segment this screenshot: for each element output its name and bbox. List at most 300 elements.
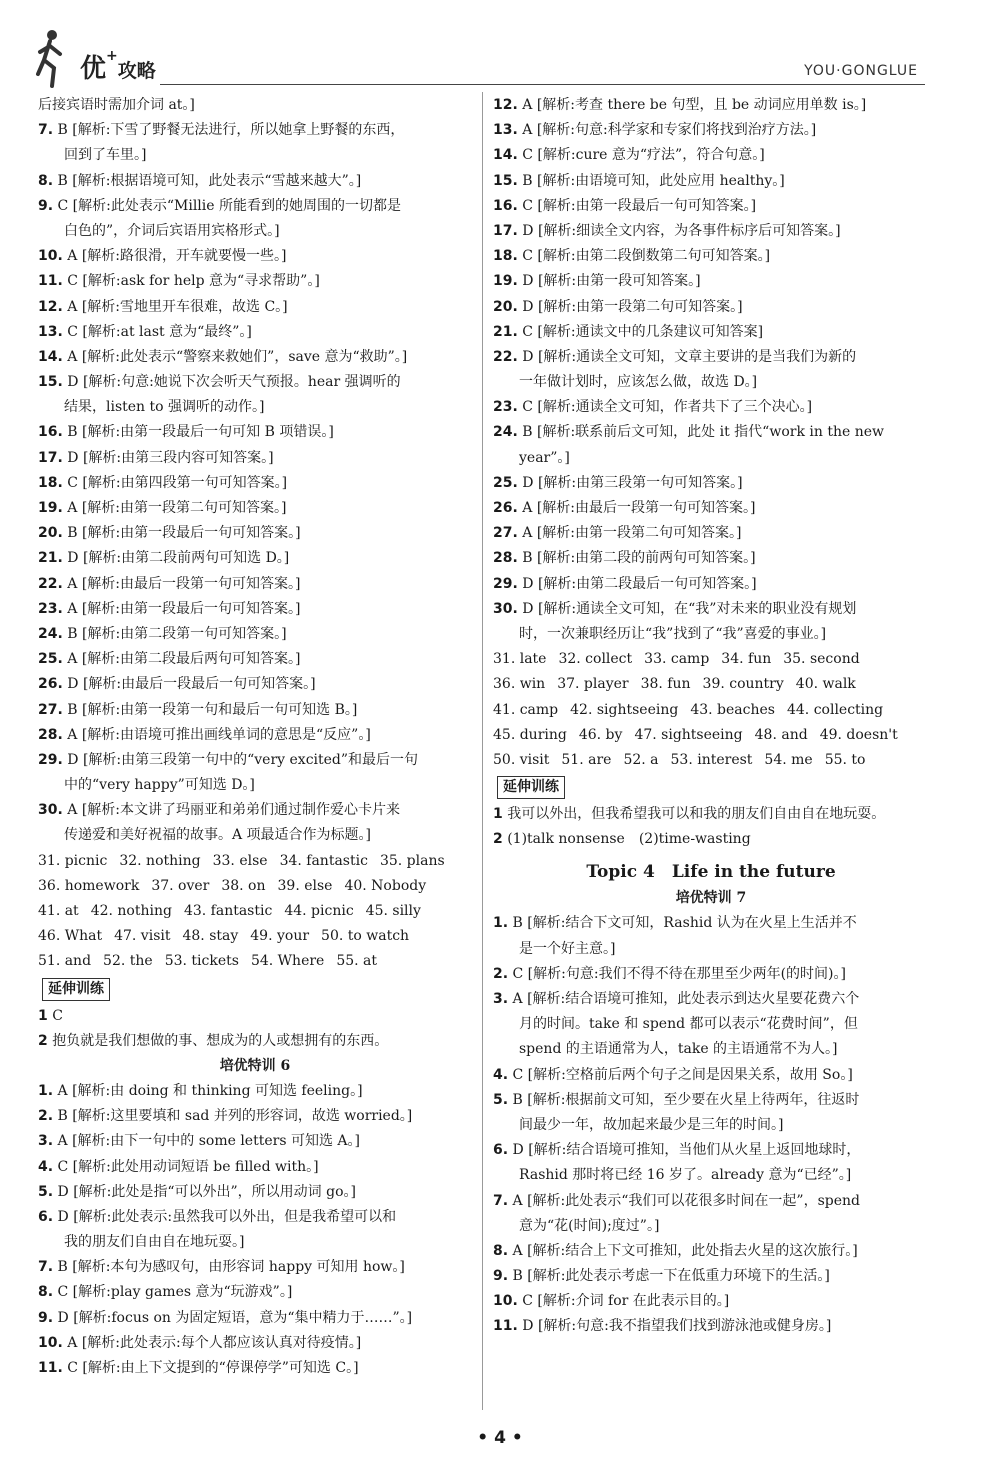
answer-line bbox=[493, 1264, 929, 1289]
item-number: 18. bbox=[493, 248, 518, 265]
answer-text: B [解析:根据语境可知，此处表示“雪越来越大”。] bbox=[57, 172, 362, 189]
answer-line bbox=[38, 597, 472, 622]
answer-line bbox=[493, 911, 929, 936]
item-number: 11. bbox=[493, 1318, 518, 1335]
answer-text: A [解析:由下一句中的 some letters 可知选 A。] bbox=[57, 1133, 360, 1150]
answer-text: 中的“very happy”可知选 D。] bbox=[64, 777, 255, 794]
item-number: 24. bbox=[493, 424, 518, 441]
answer-line bbox=[38, 1004, 472, 1029]
answer-text: 结果，listen to 强调听的动作。] bbox=[64, 399, 265, 416]
page-number: • 4 • bbox=[477, 1428, 523, 1448]
answer-text: A [解析:本文讲了玛丽亚和弟弟们通过制作爱心卡片来 bbox=[67, 802, 401, 819]
answer-cell: 41. camp bbox=[493, 701, 559, 718]
answer-text: C [解析:介词 for 在此表示目的。] bbox=[522, 1293, 730, 1310]
answer-text: 意为“花(时间);度过”。] bbox=[519, 1217, 660, 1234]
answer-row bbox=[38, 924, 472, 949]
answer-row bbox=[493, 698, 929, 723]
answer-text: 月的时间。take 和 spend 都可以表示“花费时间”，但 bbox=[519, 1016, 858, 1033]
answer-text: C [解析:cure 意为“疗法”，符合句意。] bbox=[522, 147, 765, 164]
answer-line bbox=[38, 1104, 472, 1129]
answer-line bbox=[38, 647, 472, 672]
extension-list bbox=[493, 802, 929, 852]
logo-wordmark: 优+攻略 bbox=[80, 48, 156, 84]
answer-line bbox=[493, 937, 929, 962]
answer-line bbox=[38, 1255, 472, 1280]
answer-line bbox=[38, 1306, 472, 1331]
answer-text: spend 的主语通常为人，take 的主语通常不为人。] bbox=[519, 1041, 838, 1058]
item-number: 8. bbox=[493, 1242, 509, 1259]
answer-line bbox=[38, 320, 472, 345]
answer-text: A [解析:由 doing 和 thinking 可知选 feeling。] bbox=[57, 1082, 363, 1099]
answer-text: B [解析:根据前文可知，至少要在火星上待两年，往返时 bbox=[512, 1091, 860, 1108]
answer-text: B [解析:由第一段最后一句可知答案。] bbox=[67, 525, 301, 542]
answer-line bbox=[493, 622, 929, 647]
answer-text: year”。] bbox=[519, 449, 570, 466]
answer-line bbox=[38, 169, 472, 194]
answer-text: A [解析:由第一段最后一句可知答案。] bbox=[67, 600, 301, 617]
item-number: 23. bbox=[493, 399, 518, 416]
answer-cell: 50. visit bbox=[493, 751, 550, 768]
answer-list bbox=[493, 911, 929, 1339]
answer-text: D [解析:结合语境可推知，当他们从火星上返回地球时， bbox=[512, 1142, 861, 1159]
answer-line bbox=[38, 723, 472, 748]
answer-text: D [解析:细读全文内容，为各事件标序后可知答案。] bbox=[522, 222, 841, 239]
answer-line bbox=[493, 827, 929, 852]
item-number: 23. bbox=[38, 600, 63, 617]
answer-line bbox=[38, 118, 472, 143]
answer-line bbox=[493, 471, 929, 496]
item-number: 2 bbox=[493, 831, 503, 848]
answer-line bbox=[38, 521, 472, 546]
answer-text: C [解析:此处用动词短语 be filled with。] bbox=[57, 1158, 319, 1175]
answer-cell: 45. during bbox=[493, 726, 567, 743]
answer-text: B [解析:由第二段第一句可知答案。] bbox=[67, 625, 287, 642]
answer-cell: 39. country bbox=[702, 676, 784, 693]
answer-cell: 34. fun bbox=[721, 651, 772, 668]
answer-line bbox=[38, 143, 472, 168]
answer-row bbox=[38, 849, 472, 874]
answer-text: D [解析:由第三段第一句中的“very excited”和最后一句 bbox=[67, 751, 419, 768]
header-rule bbox=[160, 84, 925, 85]
answer-text: C bbox=[52, 1007, 63, 1024]
item-number: 8. bbox=[38, 1284, 54, 1301]
answer-cell: 33. camp bbox=[644, 651, 710, 668]
answer-cell: 55. at bbox=[336, 953, 378, 970]
answer-line bbox=[493, 1239, 929, 1264]
answer-line bbox=[38, 1129, 472, 1154]
answer-line bbox=[493, 1063, 929, 1088]
item-number: 1. bbox=[38, 1082, 54, 1099]
answer-line bbox=[493, 572, 929, 597]
answer-cell: 48. and bbox=[754, 726, 808, 743]
answer-row bbox=[493, 647, 929, 672]
item-number: 7. bbox=[493, 1192, 509, 1209]
answer-text: 间最少一年，故加起来最少是三年的时间。] bbox=[519, 1116, 784, 1133]
item-number: 7. bbox=[38, 1259, 54, 1276]
answer-list bbox=[38, 93, 472, 849]
answer-text: A [解析:考查 there be 句型，且 be 动词应用单数 is。] bbox=[522, 97, 867, 113]
answer-line bbox=[493, 143, 929, 168]
answer-text: C [解析:由第二段倒数第二句可知答案。] bbox=[522, 248, 771, 265]
answer-text: C [解析:ask for help 意为“寻求帮助”。] bbox=[67, 273, 320, 290]
answer-line bbox=[38, 93, 472, 118]
item-number: 4. bbox=[38, 1158, 54, 1175]
item-number: 14. bbox=[493, 147, 518, 164]
answer-cell: 42. nothing bbox=[90, 903, 172, 919]
answer-text: D [解析:句意:她说下次会听天气预报。hear 强调听的 bbox=[67, 374, 401, 391]
answer-line bbox=[493, 546, 929, 571]
answer-text: D [解析:此处是指“可以外出”，所以用动词 go。] bbox=[57, 1183, 356, 1200]
item-number: 28. bbox=[38, 726, 63, 743]
item-number: 12. bbox=[493, 97, 518, 113]
answer-line bbox=[38, 446, 472, 471]
answer-cell: 54. Where bbox=[250, 953, 325, 970]
answer-line bbox=[38, 219, 472, 244]
answer-line bbox=[493, 597, 929, 622]
answer-text: D [解析:由第三段内容可知答案。] bbox=[67, 449, 274, 466]
answer-cell: 55. to bbox=[824, 751, 866, 768]
answer-line bbox=[38, 798, 472, 823]
answer-cell: 37. player bbox=[557, 676, 629, 693]
answer-cell: 37. over bbox=[151, 877, 210, 894]
answer-cell: 46. by bbox=[578, 726, 623, 743]
item-number: 17. bbox=[493, 222, 518, 239]
answer-line bbox=[38, 269, 472, 294]
item-number: 6. bbox=[493, 1142, 509, 1159]
answer-line bbox=[38, 672, 472, 697]
brand-text: YOU·GONGLUE bbox=[804, 63, 918, 79]
answer-cell: 50. to watch bbox=[321, 928, 410, 945]
answer-text: B [解析:此处表示考虑一下在低重力环境下的生活。] bbox=[512, 1268, 830, 1285]
answer-text: C [解析:此处表示“Millie 所能看到的她周围的一切都是 bbox=[57, 197, 401, 214]
item-number: 1. bbox=[493, 915, 509, 932]
answer-line bbox=[493, 1314, 929, 1339]
item-number: 25. bbox=[493, 474, 518, 491]
answer-line bbox=[38, 471, 472, 496]
answer-cell: 38. on bbox=[221, 877, 266, 894]
answer-text: D [解析:由第三段第一句可知答案。] bbox=[522, 474, 743, 491]
topic-title: Topic 4 Life in the future bbox=[586, 862, 836, 883]
answer-line bbox=[493, 962, 929, 987]
item-number: 13. bbox=[38, 323, 63, 340]
answer-text: C [解析:通读全文可知，作者共下了三个决心。] bbox=[522, 399, 813, 416]
answer-text: (1)talk nonsense (2)time-wasting bbox=[507, 831, 751, 848]
item-number: 27. bbox=[493, 525, 518, 542]
answer-cell: 40. Nobody bbox=[344, 877, 427, 894]
answer-line bbox=[38, 748, 472, 773]
item-number: 22. bbox=[38, 575, 63, 592]
answer-line bbox=[38, 698, 472, 723]
answer-text: B [解析:由第二段的前两句可知答案。] bbox=[522, 550, 756, 567]
answer-cell: 51. are bbox=[561, 751, 612, 768]
column-divider bbox=[482, 92, 483, 1410]
answer-line bbox=[38, 295, 472, 320]
answer-text: A [解析:雪地里开车很难，故选 C。] bbox=[67, 298, 288, 315]
answer-line bbox=[38, 1230, 472, 1255]
answer-line bbox=[493, 370, 929, 395]
answer-cell: 45. silly bbox=[365, 903, 421, 919]
answer-line bbox=[493, 93, 929, 118]
answer-line bbox=[38, 1180, 472, 1205]
item-number: 10. bbox=[493, 1293, 518, 1310]
answer-cell: 33. else bbox=[212, 852, 268, 869]
answer-line bbox=[493, 446, 929, 471]
answer-line bbox=[38, 194, 472, 219]
item-number: 11. bbox=[38, 1360, 63, 1376]
answer-text: A [解析:此处表示“警察来救她们”，save 意为“救助”。] bbox=[67, 348, 408, 365]
answer-cell: 48. stay bbox=[182, 928, 239, 945]
item-number: 20. bbox=[38, 525, 63, 542]
answer-cell: 47. sightseeing bbox=[634, 726, 743, 743]
answer-text: Rashid 那时将已经 16 岁了。already 意为“已经”。] bbox=[519, 1167, 852, 1184]
answer-line bbox=[493, 169, 929, 194]
answer-text: A [解析:由第一段第二句可知答案。] bbox=[522, 525, 742, 542]
answer-cell: 44. picnic bbox=[284, 903, 354, 919]
answer-cell: 54. me bbox=[764, 751, 813, 768]
left-column bbox=[38, 93, 472, 1381]
answer-text: 是一个好主意。] bbox=[519, 940, 616, 957]
answer-text: A [解析:由第一段第二句可知答案。] bbox=[67, 500, 287, 516]
answer-text: B [解析:本句为感叹句，由形容词 happy 可知用 how。] bbox=[57, 1259, 405, 1276]
answer-cell: 52. a bbox=[623, 751, 659, 768]
answer-cell: 42. sightseeing bbox=[570, 701, 679, 718]
answer-cell: 36. win bbox=[493, 676, 546, 693]
item-number: 26. bbox=[38, 676, 63, 693]
answer-cell: 53. interest bbox=[670, 751, 753, 768]
item-number: 5. bbox=[493, 1091, 509, 1108]
answer-line bbox=[493, 1138, 929, 1163]
item-number: 12. bbox=[38, 298, 63, 315]
extension-label: 延伸训练 bbox=[42, 978, 110, 1001]
answer-row bbox=[493, 672, 929, 697]
answer-line bbox=[38, 1155, 472, 1180]
item-number: 16. bbox=[38, 424, 63, 441]
answer-text: D [解析:由第二段最后一句可知答案。] bbox=[522, 575, 757, 592]
answer-list bbox=[493, 93, 929, 647]
answer-row bbox=[38, 899, 472, 924]
answer-cell: 41. at bbox=[38, 903, 79, 919]
answer-text: D [解析:通读全文可知，文章主要讲的是当我们为新的 bbox=[522, 348, 857, 365]
item-number: 21. bbox=[38, 550, 63, 567]
answer-text: D [解析:focus on 为固定短语，意为“集中精力于……”。] bbox=[57, 1309, 413, 1326]
item-number: 8. bbox=[38, 172, 54, 189]
item-number: 10. bbox=[38, 1334, 63, 1351]
answer-grid bbox=[38, 849, 472, 975]
answer-cell: 39. else bbox=[277, 877, 333, 894]
answer-line bbox=[493, 1088, 929, 1113]
answer-text: A [解析:句意:科学家和专家们将找到治疗方法。] bbox=[522, 122, 817, 139]
answer-text: C [解析:由第一段最后一句可知答案。] bbox=[522, 197, 757, 214]
item-number: 24. bbox=[38, 625, 63, 642]
answer-line bbox=[38, 773, 472, 798]
answer-cell: 53. tickets bbox=[164, 953, 239, 970]
item-number: 26. bbox=[493, 500, 518, 516]
answer-list bbox=[38, 1079, 472, 1381]
answer-text: D [解析:由第一段可知答案。] bbox=[522, 273, 701, 290]
answer-line bbox=[493, 1289, 929, 1314]
answer-cell: 36. homework bbox=[38, 877, 140, 894]
answer-line bbox=[38, 1029, 472, 1054]
answer-cell: 32. nothing bbox=[119, 852, 201, 869]
answer-text: 回到了车里。] bbox=[64, 147, 147, 164]
item-number: 30. bbox=[493, 600, 518, 617]
answer-text: A [解析:结合语境可推知，此处表示到达火星要花费六个 bbox=[512, 991, 860, 1007]
answer-text: B [解析:联系前后文可知，此处 it 指代“work in the new bbox=[522, 424, 884, 441]
answer-line bbox=[38, 823, 472, 848]
section-subtitle: 培优特训 6 bbox=[219, 1057, 291, 1074]
answer-line bbox=[493, 420, 929, 445]
item-number: 21. bbox=[493, 323, 518, 340]
item-number: 4. bbox=[493, 1066, 509, 1083]
right-column bbox=[493, 93, 929, 1340]
answer-line bbox=[493, 1012, 929, 1037]
answer-text: 白色的”，介词后宾语用宾格形式。] bbox=[64, 222, 280, 239]
answer-text: A [解析:此处表示:每个人都应该认真对待疫情。] bbox=[67, 1334, 362, 1351]
answer-text: 我可以外出，但我希望我可以和我的朋友们自由自在地玩耍。 bbox=[507, 806, 886, 823]
item-number: 29. bbox=[493, 575, 518, 592]
answer-text: C [解析:由第四段第一句可知答案。] bbox=[67, 474, 288, 491]
answer-line bbox=[493, 219, 929, 244]
item-number: 2. bbox=[493, 965, 509, 982]
answer-text: A [解析:路很滑，开车就要慢一些。] bbox=[67, 248, 287, 265]
answer-line bbox=[493, 1189, 929, 1214]
extension-label: 延伸训练 bbox=[497, 776, 565, 799]
answer-line bbox=[38, 546, 472, 571]
item-number: 14. bbox=[38, 348, 63, 365]
answer-cell: 32. collect bbox=[558, 651, 633, 668]
answer-cell: 49. doesn't bbox=[819, 726, 898, 743]
item-number: 9. bbox=[38, 1309, 54, 1326]
item-number: 18. bbox=[38, 474, 63, 491]
answer-cell: 31. late bbox=[493, 651, 547, 668]
answer-line bbox=[38, 1331, 472, 1356]
item-number: 30. bbox=[38, 802, 63, 819]
item-number: 20. bbox=[493, 298, 518, 315]
item-number: 3. bbox=[38, 1133, 54, 1150]
answer-cell: 46. What bbox=[38, 928, 103, 945]
answer-line bbox=[493, 345, 929, 370]
answer-line bbox=[38, 244, 472, 269]
answer-cell: 43. beaches bbox=[690, 701, 775, 718]
item-number: 16. bbox=[493, 197, 518, 214]
answer-text: A [解析:由最后一段第一句可知答案。] bbox=[522, 500, 756, 516]
answer-text: A [解析:由语境可推出画线单词的意思是“反应”。] bbox=[67, 726, 371, 743]
page-header bbox=[0, 0, 1000, 92]
answer-cell: 47. visit bbox=[114, 928, 171, 945]
answer-line bbox=[493, 1214, 929, 1239]
answer-text: C [解析:play games 意为“玩游戏”。] bbox=[57, 1284, 293, 1301]
answer-text: D [解析:由第二段前两句可知选 D。] bbox=[67, 550, 290, 567]
answer-text: C [解析:由上下文提到的“停课停学”可知选 C。] bbox=[67, 1360, 359, 1376]
answer-text: C [解析:空格前后两个句子之间是因果关系，故用 So。] bbox=[512, 1066, 853, 1083]
answer-text: A [解析:由最后一段第一句可知答案。] bbox=[67, 575, 301, 592]
answer-text: D [解析:通读全文可知，在“我”对未来的职业没有规划 bbox=[522, 600, 857, 617]
answer-cell: 43. fantastic bbox=[183, 903, 273, 919]
answer-line bbox=[493, 320, 929, 345]
answer-text: C [解析:at last 意为“最终”。] bbox=[67, 323, 252, 340]
answer-cell: 52. the bbox=[103, 953, 153, 970]
answer-line bbox=[38, 420, 472, 445]
answer-line bbox=[38, 370, 472, 395]
answer-text: 一年做计划时，应该怎么做，故选 D。] bbox=[519, 374, 758, 391]
item-number: 17. bbox=[38, 449, 63, 466]
answer-cell: 31. picnic bbox=[38, 852, 108, 869]
answer-text: C [解析:句意:我们不得不待在那里至少两年(的时间)。] bbox=[512, 965, 846, 982]
item-number: 5. bbox=[38, 1183, 54, 1200]
answer-text: B [解析:结合下文可知，Rashid 认为在火星上生活并不 bbox=[512, 915, 857, 932]
item-number: 6. bbox=[38, 1208, 54, 1225]
answer-cell: 38. fun bbox=[640, 676, 691, 693]
item-number: 7. bbox=[38, 122, 54, 139]
answer-text: D [解析:此处表示:虽然我可以外出，但是我希望可以和 bbox=[57, 1208, 397, 1225]
answer-cell: 44. collecting bbox=[786, 701, 884, 718]
item-number: 9. bbox=[493, 1268, 509, 1285]
item-number: 3. bbox=[493, 991, 509, 1007]
item-number: 22. bbox=[493, 348, 518, 365]
answer-text: 时，一次兼职经历让“我”找到了“我”喜爱的事业。] bbox=[519, 625, 827, 642]
answer-text: A [解析:此处表示“我们可以花很多时间在一起”，spend bbox=[512, 1192, 860, 1209]
item-number: 29. bbox=[38, 751, 63, 768]
item-number: 19. bbox=[38, 500, 63, 516]
answer-line bbox=[38, 1079, 472, 1104]
answer-cell: 49. your bbox=[250, 928, 310, 945]
answer-text: B [解析:由第一段第一句和最后一句可知选 B。] bbox=[67, 701, 358, 718]
item-number: 25. bbox=[38, 651, 63, 668]
answer-cell: 51. and bbox=[38, 953, 92, 970]
answer-line bbox=[38, 345, 472, 370]
extension-list bbox=[38, 1004, 472, 1054]
item-number: 1 bbox=[38, 1007, 48, 1024]
answer-text: B [解析:由语境可知，此处应用 healthy。] bbox=[522, 172, 785, 189]
answer-cell: 34. fantastic bbox=[279, 852, 368, 869]
answer-text: D [解析:句意:我不指望我们找到游泳池或健身房。] bbox=[522, 1318, 832, 1335]
answer-line bbox=[38, 572, 472, 597]
answer-cell: 35. second bbox=[783, 651, 860, 668]
answer-row bbox=[493, 723, 929, 748]
answer-cell: 35. plans bbox=[379, 852, 445, 869]
answer-line bbox=[493, 118, 929, 143]
answer-line bbox=[38, 1205, 472, 1230]
answer-line bbox=[493, 987, 929, 1012]
answer-line bbox=[493, 295, 929, 320]
item-number: 11. bbox=[38, 273, 63, 290]
answer-text: 我的朋友们自由自在地玩耍。] bbox=[64, 1234, 245, 1251]
answer-cell: 40. walk bbox=[795, 676, 856, 693]
answer-line bbox=[493, 496, 929, 521]
answer-line bbox=[493, 244, 929, 269]
answer-line bbox=[493, 194, 929, 219]
answer-text: C [解析:通读文中的几条建议可知答案] bbox=[522, 323, 764, 340]
answer-text: A [解析:由第二段最后两句可知答案。] bbox=[67, 651, 301, 668]
answer-line bbox=[493, 1037, 929, 1062]
item-number: 15. bbox=[493, 172, 518, 189]
answer-grid bbox=[493, 647, 929, 773]
item-number: 13. bbox=[493, 122, 518, 139]
answer-line bbox=[493, 802, 929, 827]
answer-line bbox=[493, 521, 929, 546]
runner-logo-icon bbox=[30, 28, 70, 92]
answer-text: 传递爱和美好祝福的故事。A 项最适合作为标题。] bbox=[64, 827, 372, 844]
answer-row bbox=[38, 874, 472, 899]
answer-line bbox=[38, 622, 472, 647]
item-number: 10. bbox=[38, 248, 63, 265]
answer-text: B [解析:这里要填和 sad 并列的形容词，故选 worried。] bbox=[57, 1108, 413, 1125]
answer-row bbox=[38, 949, 472, 974]
answer-line bbox=[493, 395, 929, 420]
item-number: 28. bbox=[493, 550, 518, 567]
answer-text: 抱负就是我们想做的事、想成为的人或想拥有的东西。 bbox=[52, 1032, 389, 1049]
answer-line bbox=[38, 1356, 472, 1381]
